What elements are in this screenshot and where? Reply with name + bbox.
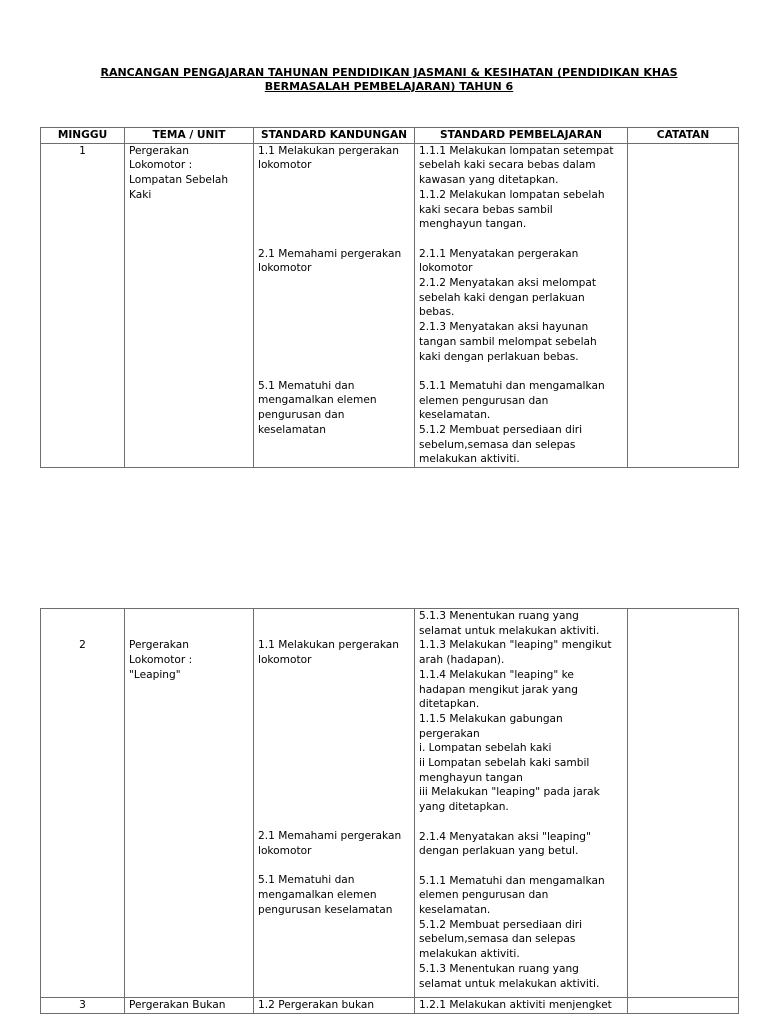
header-standard-pembelajaran: STANDARD PEMBELAJARAN [415,128,628,144]
text-line: sebelah kaki dengan perlakuan [419,291,585,304]
week-number: 2 [79,639,86,652]
standard-kandungan-cell [254,609,415,998]
text-line: elemen pengurusan dan [419,889,549,902]
standard-kandungan-cell [254,998,415,1014]
catatan-cell [628,998,739,1014]
text-line: 5.1.1 Mematuhi dan mengamalkan [419,874,605,887]
text-line: lokomotor [258,262,312,275]
text-line: 2.1 Memahami pergerakan [258,830,402,843]
lesson-plan-table-2 [40,608,739,1014]
text-line: 2.1.1 Menyatakan pergerakan [419,247,579,260]
standard-pembelajaran-cell [415,998,628,1014]
header-minggu: MINGGU [41,128,125,144]
standard-pembelajaran-cell [415,143,628,467]
text-line: 5.1.2 Membuat persediaan diri [419,918,583,931]
text-line: 1.1.4 Melakukan "leaping" ke [419,668,574,681]
text-line: 1.1.1 Melakukan lompatan setempat [419,144,614,157]
text-line: melakukan aktiviti. [419,948,520,961]
text-line: kaki dengan perlakuan bebas. [419,350,579,363]
text-line: Pergerakan [129,639,189,652]
table-row-week-2 [41,609,739,998]
tema-cell [125,609,254,998]
text-line: bebas. [419,306,455,319]
week-number: 3 [41,998,125,1014]
text-line: pergerakan [419,727,480,740]
text-line: 1.1.3 Melakukan "leaping" mengikut [419,639,612,652]
text-line: sebelah kaki secara bebas dalam [419,159,596,172]
header-tema: TEMA / UNIT [125,128,254,144]
text-line: 2.1 Memahami pergerakan [258,247,402,260]
text-line: lokomotor [419,262,473,275]
text-line: 5.1.3 Menentukan ruang yang [419,962,579,975]
document-title [40,66,738,94]
standard-pembelajaran-cell [415,609,628,998]
text-line: menghayun tangan. [419,218,527,231]
table-header-row [41,128,739,144]
text-line: lokomotor [258,845,312,858]
text-line: 1.2 Pergerakan bukan [258,999,375,1012]
text-line: 1.1.2 Melakukan lompatan sebelah [419,188,605,201]
text-line: 1.1 Melakukan pergerakan [258,144,400,157]
standard-kandungan-cell [254,143,415,467]
text-line: sebelum,semasa dan selepas [419,933,576,946]
text-line: selamat untuk melakukan aktiviti. [419,624,600,637]
text-line: keselamatan [258,423,326,436]
table-row-week-3 [41,998,739,1014]
text-line: lokomotor [258,654,312,667]
header-catatan: CATATAN [628,128,739,144]
week-number-cell [41,609,125,998]
text-line: pengurusan keselamatan [258,903,393,916]
text-line: Lompatan Sebelah [129,174,229,187]
text-line: elemen pengurusan dan [419,394,549,407]
text-line: dengan perlakuan yang betul. [419,845,579,858]
title-line-2: BERMASALAH PEMBELAJARAN) TAHUN 6 [264,80,514,93]
text-line: menghayun tangan [419,771,523,784]
catatan-cell [628,143,739,467]
text-line: lokomotor [258,159,312,172]
text-line: 1.2.1 Melakukan aktiviti menjengket [419,999,612,1012]
text-line: tangan sambil melompat sebelah [419,335,597,348]
text-line: keselamatan. [419,904,491,917]
tema-cell [125,998,254,1014]
text-line: 5.1 Mematuhi dan [258,874,355,887]
tema-cell [125,143,254,467]
text-line: sebelum,semasa dan selepas [419,438,576,451]
text-line: mengamalkan elemen [258,889,377,902]
text-line: kawasan yang ditetapkan. [419,174,559,187]
text-line: 1.1 Melakukan pergerakan [258,639,400,652]
text-line: "Leaping" [129,668,181,681]
text-line: Pergerakan Bukan [129,999,226,1012]
text-line: melakukan aktiviti. [419,453,520,466]
text-line: ditetapkan. [419,698,480,711]
text-line: iii Melakukan "leaping" pada jarak [419,786,600,799]
text-line: yang ditetapkan. [419,801,509,814]
text-line: 5.1.2 Membuat persediaan diri [419,424,583,437]
text-line: mengamalkan elemen [258,394,377,407]
text-line: 5.1.1 Mematuhi dan mengamalkan [419,379,605,392]
text-line: 5.1.3 Menentukan ruang yang [419,610,579,622]
text-line: pengurusan dan [258,409,345,422]
title-line-1: RANCANGAN PENGAJARAN TAHUNAN PENDIDIKAN JASMANI & KESIHATAN (PENDIDIKAN KHAS [100,66,678,79]
text-line: hadapan mengikut jarak yang [419,683,578,696]
text-line: 5.1 Mematuhi dan [258,379,355,392]
text-line: ii Lompatan sebelah kaki sambil [419,757,590,770]
text-line: Lokomotor : [129,159,193,172]
table-row-week-1 [41,143,739,467]
text-line: Lokomotor : [129,654,193,667]
text-line: 2.1.4 Menyatakan aksi "leaping" [419,830,591,843]
text-line: 2.1.2 Menyatakan aksi melompat [419,277,597,290]
text-line: arah (hadapan). [419,654,505,667]
text-line: selamat untuk melakukan aktiviti. [419,977,600,990]
header-standard-kandungan: STANDARD KANDUNGAN [254,128,415,144]
text-line: 1.1.5 Melakukan gabungan [419,712,563,725]
text-line: 2.1.3 Menyatakan aksi hayunan [419,321,589,334]
lesson-plan-table-1 [40,127,739,468]
catatan-cell [628,609,739,998]
text-line: i. Lompatan sebelah kaki [419,742,552,755]
text-line: Kaki [129,188,152,201]
text-line: Pergerakan [129,144,189,157]
text-line: kaki secara bebas sambil [419,203,553,216]
week-number: 1 [41,143,125,467]
text-line: keselamatan. [419,409,491,422]
